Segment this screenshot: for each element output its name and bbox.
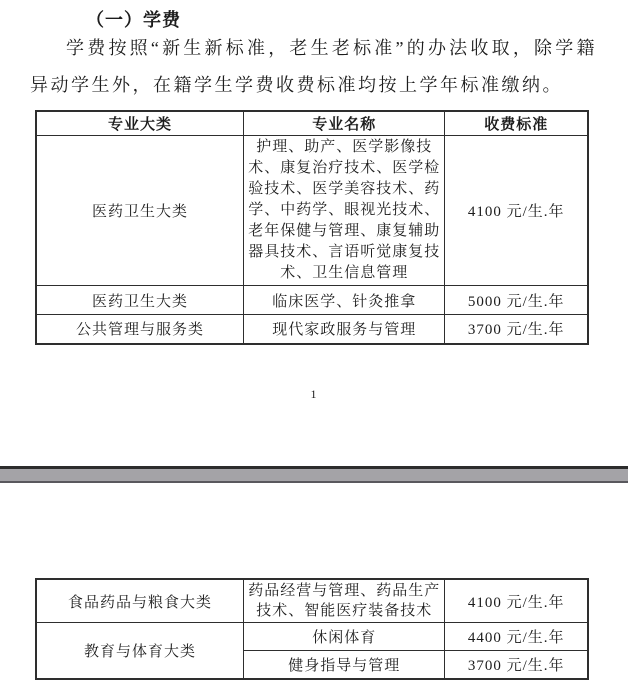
category-cell: 医药卫生大类 bbox=[36, 286, 244, 315]
majors-cell: 现代家政服务与管理 bbox=[244, 315, 445, 344]
table-row bbox=[36, 623, 588, 651]
fee-cell: 5000 元/生.年 bbox=[445, 286, 588, 315]
column-header-major: 专业名称 bbox=[244, 111, 445, 136]
page-number: 1 bbox=[310, 387, 318, 401]
category-cell: 医药卫生大类 bbox=[36, 136, 244, 286]
table-row bbox=[36, 286, 588, 315]
category-cell: 公共管理与服务类 bbox=[36, 315, 244, 344]
fee-cell: 3700 元/生.年 bbox=[445, 315, 588, 344]
page-break-divider bbox=[0, 466, 628, 483]
intro-paragraph: 学费按照“新生新标准，老生老标准”的办法收取，除学籍异动学生外，在籍学生学费收费标准均按上学年标准缴纳。 bbox=[30, 38, 597, 95]
section-heading: （一）学费 bbox=[86, 10, 181, 30]
category-cell: 食品药品与粮食大类 bbox=[36, 579, 244, 623]
table-row bbox=[36, 315, 588, 344]
majors-cell: 护理、助产、医学影像技术、康复治疗技术、医学检验技术、医学美容技术、药学、中药学、眼视光技术、老年保健与管理、康复辅助器具技术、言语听觉康复技术、卫生信息管理 bbox=[244, 136, 445, 286]
fee-cell: 4400 元/生.年 bbox=[445, 623, 588, 651]
table-row bbox=[36, 579, 588, 623]
majors-cell: 健身指导与管理 bbox=[244, 651, 445, 679]
majors-cell: 药品经营与管理、药品生产技术、智能医疗装备技术 bbox=[244, 579, 445, 623]
tuition-table-page2 bbox=[35, 578, 589, 680]
tuition-table-page1 bbox=[35, 110, 589, 345]
column-header-category: 专业大类 bbox=[36, 111, 244, 136]
category-cell-merged: 教育与体育大类 bbox=[36, 623, 244, 679]
fee-cell: 4100 元/生.年 bbox=[445, 136, 588, 286]
fee-cell: 4100 元/生.年 bbox=[445, 579, 588, 623]
majors-cell: 休闲体育 bbox=[244, 623, 445, 651]
majors-cell: 临床医学、针灸推拿 bbox=[244, 286, 445, 315]
fee-cell: 3700 元/生.年 bbox=[445, 651, 588, 679]
column-header-fee: 收费标准 bbox=[445, 111, 588, 136]
table-header-row bbox=[36, 111, 588, 136]
table-row bbox=[36, 136, 588, 286]
